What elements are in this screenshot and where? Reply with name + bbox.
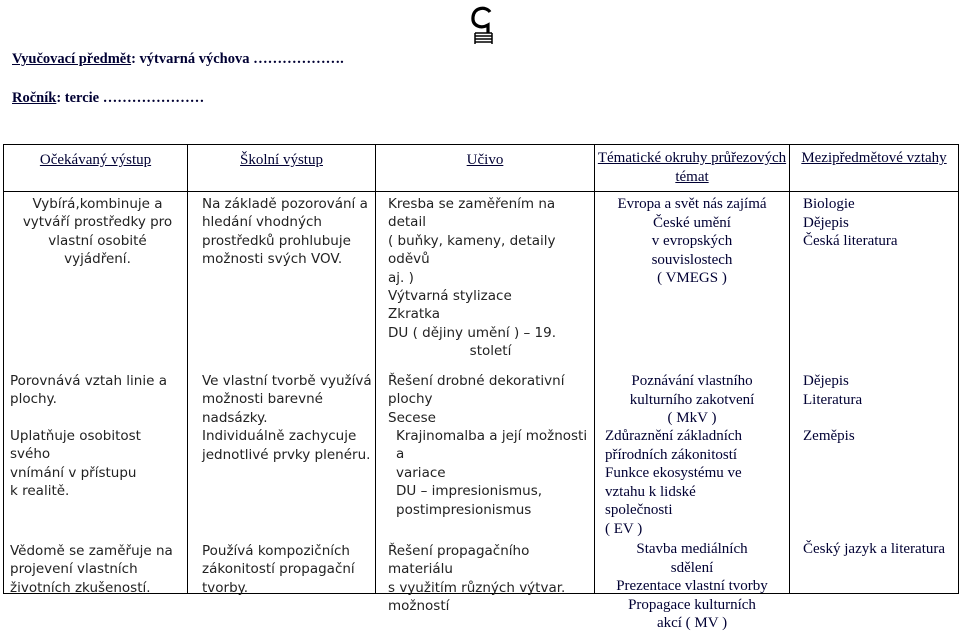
text-line: s využitím různých výtvar. [388,579,566,596]
text-block [803,195,957,251]
text-line: možností [388,598,450,615]
text-block [803,372,957,409]
text-line: Dějepis [803,214,849,231]
text-block [597,540,787,633]
text-line: vyjádření. [64,251,131,268]
text-line: Kresba se zaměřením na detail [388,196,556,231]
text-line: Ve vlastní tvorbě využívá [202,373,372,389]
text-line: hledání vhodných [202,214,322,231]
text-block [388,372,593,427]
text-line: století [469,343,512,360]
text-line: Funkce ekosystému ve [605,465,742,482]
text-line: České umění [653,214,731,231]
text-line: nadsázky. [202,409,268,426]
text-line: Řešení propagačního materiálu [388,543,530,578]
text-line: Výtvarná stylizace [388,288,512,305]
curriculum-table [3,144,959,632]
text-line: Evropa a svět nás zajímá [617,196,767,212]
text-line: projevení vlastních [10,561,138,578]
text-line: životních zkušeností. [10,579,151,596]
text-line: Prezentace vlastní tvorby [616,578,768,595]
text-block [202,195,374,269]
text-line: Stavba mediálních [636,541,748,557]
text-line: aj. ) [388,269,414,286]
text-block [803,427,957,446]
text-line: Zkratka [388,306,441,323]
text-block [10,542,185,597]
column-header: Očekávaný výstup [4,145,188,192]
text-line: ( EV ) [605,520,643,537]
grade-line [12,90,204,107]
expected-output-cell [4,192,188,594]
text-line: možnosti svých VOV. [202,251,343,268]
text-block [10,372,185,409]
subject-value: : výtvarná výchova ………………. [131,51,344,67]
text-line: zákonitostí propagační [202,561,355,578]
text-line: vytváří prostředky pro [22,214,173,231]
text-line: Zdůraznění základních [605,428,743,444]
text-line: Literatura [803,391,863,408]
text-line: Dějepis [803,373,849,389]
text-line: kulturního zakotvení [629,391,755,408]
curriculum-cell [376,192,595,615]
text-line: Secese [388,409,436,426]
school-output-cell [188,192,376,594]
text-line: Používá kompozičních [202,543,350,559]
text-block [388,542,593,616]
text-line: Český jazyk a literatura [803,541,946,557]
text-line: vztahu k lidské [605,483,696,500]
column-header: Tématické okruhy průřezových témat [595,145,790,192]
text-line: Zeměpis [803,428,855,444]
text-block [202,372,374,464]
grade-label: Ročník [12,90,57,106]
text-line: Propagace kulturních [628,596,756,613]
school-logo-icon [468,4,498,46]
text-line: v evropských [651,233,733,250]
text-block [10,427,185,501]
text-line: Řešení drobné dekorativní [388,373,565,389]
text-line: jednotlivé prvky plenéru. [202,446,371,463]
text-line: souvislostech [651,251,733,268]
text-line: vlastní osobité [48,232,147,249]
text-line: Individuálně zachycuje [202,428,357,445]
text-line: Vědomě se zaměřuje na [10,543,173,559]
text-block [202,542,374,597]
text-line: Uplatňuje osobitost svého [10,428,141,463]
cross-curricular-themes-cell [595,192,790,632]
text-line: Porovnává vztah linie a [10,373,167,389]
text-line: DU ( dějiny umění ) – 19. [388,324,557,341]
text-block [396,427,593,519]
text-line: Krajinomalba a její možnosti a [396,428,588,463]
text-line: plochy [388,391,433,408]
text-line: vnímání v přístupu [10,464,137,481]
text-line: Na základě pozorování a [202,196,368,212]
text-block [597,195,787,288]
text-line: prostředků prohlubuje [202,232,351,249]
subject-label: Vyučovací předmět [12,51,132,67]
text-line: akcí ( MV ) [656,615,728,632]
text-line: sdělení [670,559,714,576]
column-header: Školní výstup [188,145,376,192]
text-block [597,372,787,428]
text-line: ( buňky, kameny, detaily oděvů [388,232,556,268]
column-header: Učivo [376,145,595,192]
text-line: Poznávání vlastního [631,373,753,389]
text-line: společnosti [605,502,673,519]
table-header-row [4,145,959,192]
text-line: ( VMEGS ) [657,270,727,287]
text-line: postimpresionismus [396,501,532,518]
text-line: k realitě. [10,483,70,500]
column-header: Mezipředmětové vztahy [790,145,959,192]
text-line: ( MkV ) [667,410,717,427]
text-line: Česká literatura [803,233,898,250]
text-line: přírodních zákonitostí [605,446,738,463]
text-line: variace [396,464,446,481]
text-line: DU – impresionismus, [396,483,543,500]
text-line: tvorby. [202,579,249,596]
table-row [4,192,959,594]
text-block [605,427,789,539]
subject-line [12,51,344,68]
grade-value: : tercie ………………… [56,90,205,106]
text-line: plochy. [10,391,57,408]
text-line: možnosti barevné [202,391,323,408]
text-block [803,540,959,559]
text-line: Biologie [803,196,855,212]
inter-subject-relations-cell [790,192,959,594]
text-line: Vybírá,kombinuje a [32,196,163,212]
text-block [388,195,593,361]
text-block [10,195,185,269]
